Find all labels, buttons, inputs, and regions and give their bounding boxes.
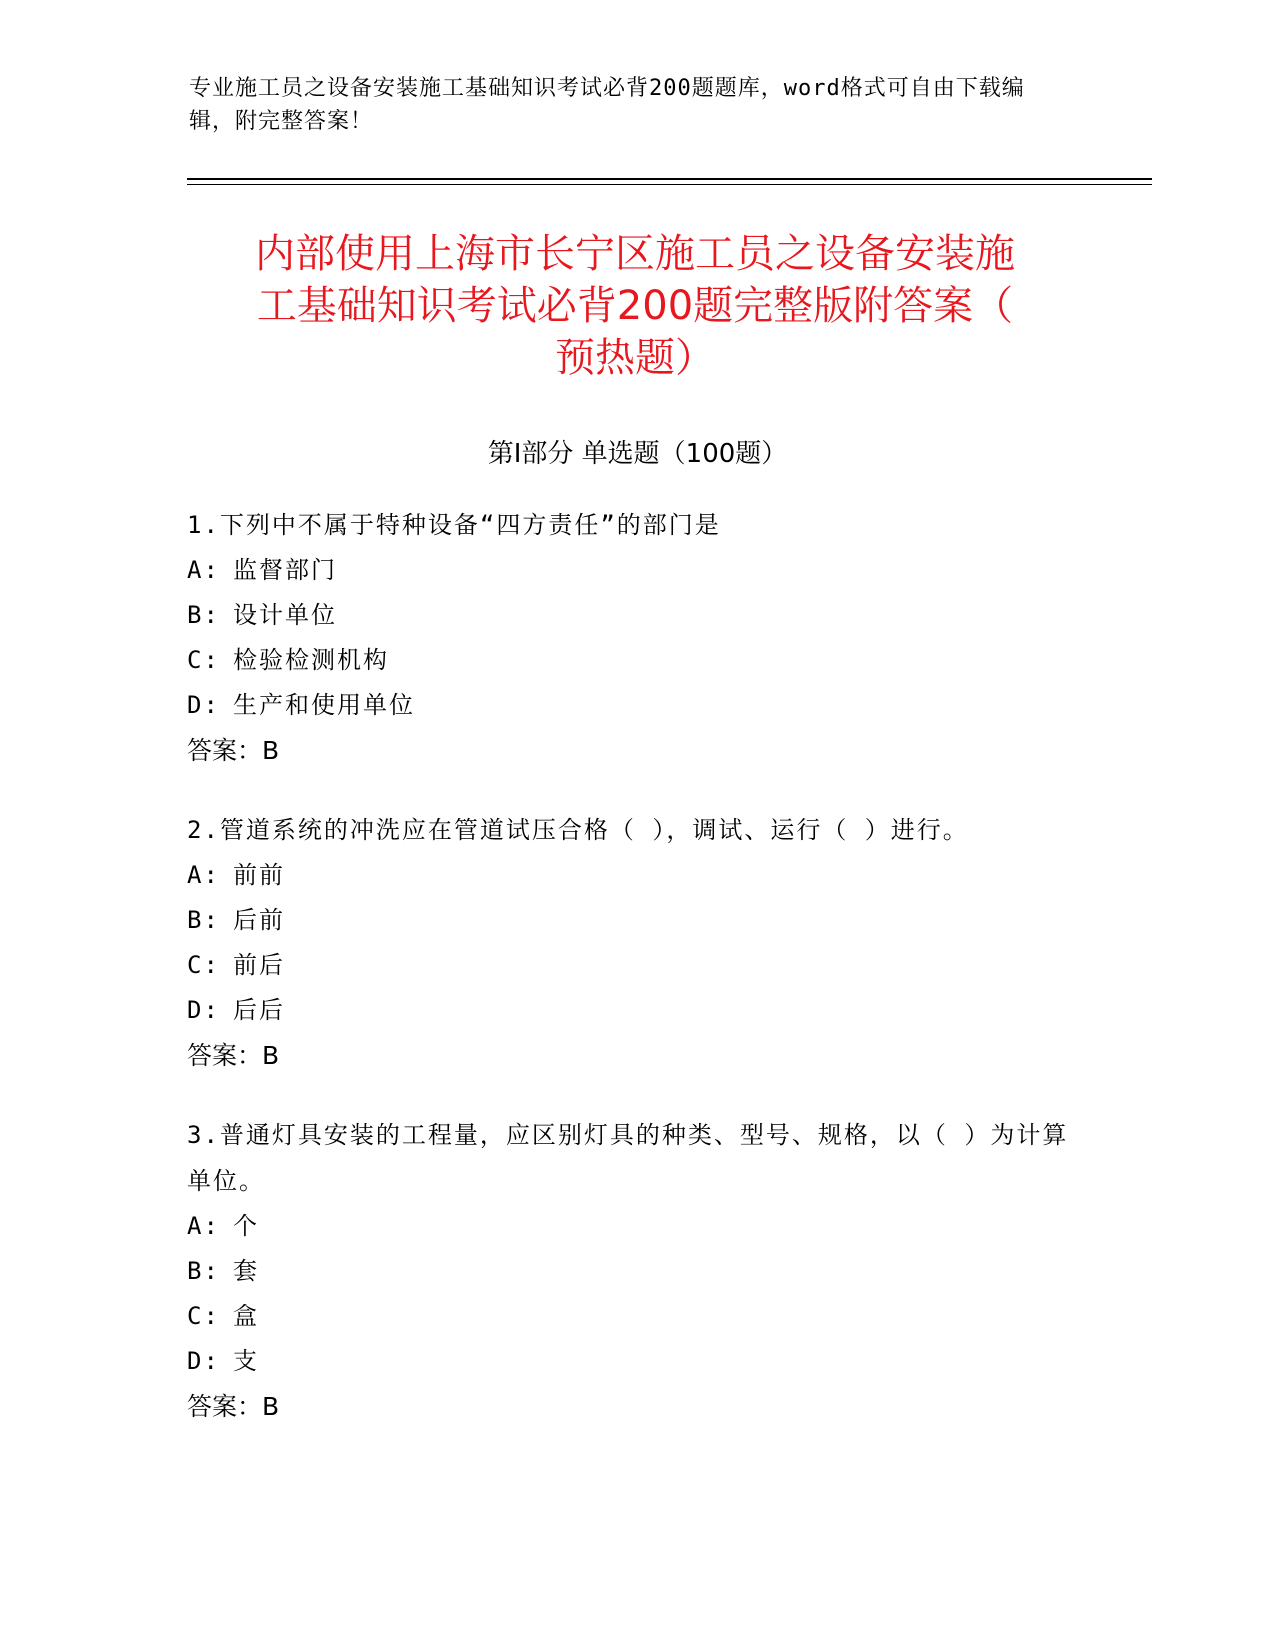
option-letter: B: [187,1257,220,1285]
document-title-line-1: 内部使用上海市长宁区施工员之设备安装施 [255,231,1015,277]
option-letter: A: [187,556,220,584]
option-d [187,683,1087,728]
question-3 [187,1112,1087,1430]
option-text: 后前 [233,906,285,934]
option-letter: C: [187,1302,220,1330]
option-letter: B: [187,601,220,629]
option-text: 个 [233,1212,259,1240]
option-text: 前后 [233,951,285,979]
option-letter: D: [187,996,220,1024]
option-text: 盒 [233,1302,259,1330]
answer-line: 答案：B [187,1041,280,1070]
option-a [187,548,1087,593]
option-letter: D: [187,1347,220,1375]
option-letter: B: [187,906,220,934]
option-text: 生产和使用单位 [233,691,415,719]
option-text: 检验检测机构 [233,646,389,674]
header-note: 专业施工员之设备安装施工基础知识考试必背200题题库，word格式可自由下载编辑，附完整答案！ [189,76,1025,134]
option-text: 前前 [233,861,285,889]
option-b [187,898,1087,943]
option-d [187,988,1087,1033]
option-letter: A: [187,1212,220,1240]
option-text: 后后 [233,996,285,1024]
answer-line: 答案：B [187,736,280,765]
option-b [187,593,1087,638]
option-c [187,638,1087,683]
document-title-line-3: 预热题） [555,335,715,381]
option-b [187,1249,1087,1294]
option-letter: C: [187,646,220,674]
question-stem: 3.普通灯具安装的工程量，应区别灯具的种类、型号、规格，以（ ）为计算单位。 [187,1121,1069,1195]
option-a [187,853,1087,898]
header-divider-thin [187,184,1152,185]
option-letter: A: [187,861,220,889]
question-1 [187,502,1087,774]
header-divider-thick [187,178,1152,180]
option-text: 设计单位 [233,601,337,629]
option-c [187,943,1087,988]
option-d [187,1339,1087,1384]
option-letter: C: [187,951,220,979]
option-text: 监督部门 [233,556,337,584]
option-letter: D: [187,691,220,719]
question-stem: 2.管道系统的冲洗应在管道试压合格（ ），调试、运行（ ）进行。 [187,816,969,844]
answer-line: 答案：B [187,1392,280,1421]
option-c [187,1294,1087,1339]
question-stem: 1.下列中不属于特种设备“四方责任”的部门是 [187,511,721,539]
option-text: 支 [233,1347,259,1375]
option-text: 套 [233,1257,259,1285]
document-title [160,228,1110,384]
document-title-line-2: 工基础知识考试必背200题完整版附答案（ [256,283,1014,329]
question-2 [187,807,1087,1079]
section-heading: 第Ⅰ部分 单选题（100题） [487,439,788,469]
option-a [187,1204,1087,1249]
